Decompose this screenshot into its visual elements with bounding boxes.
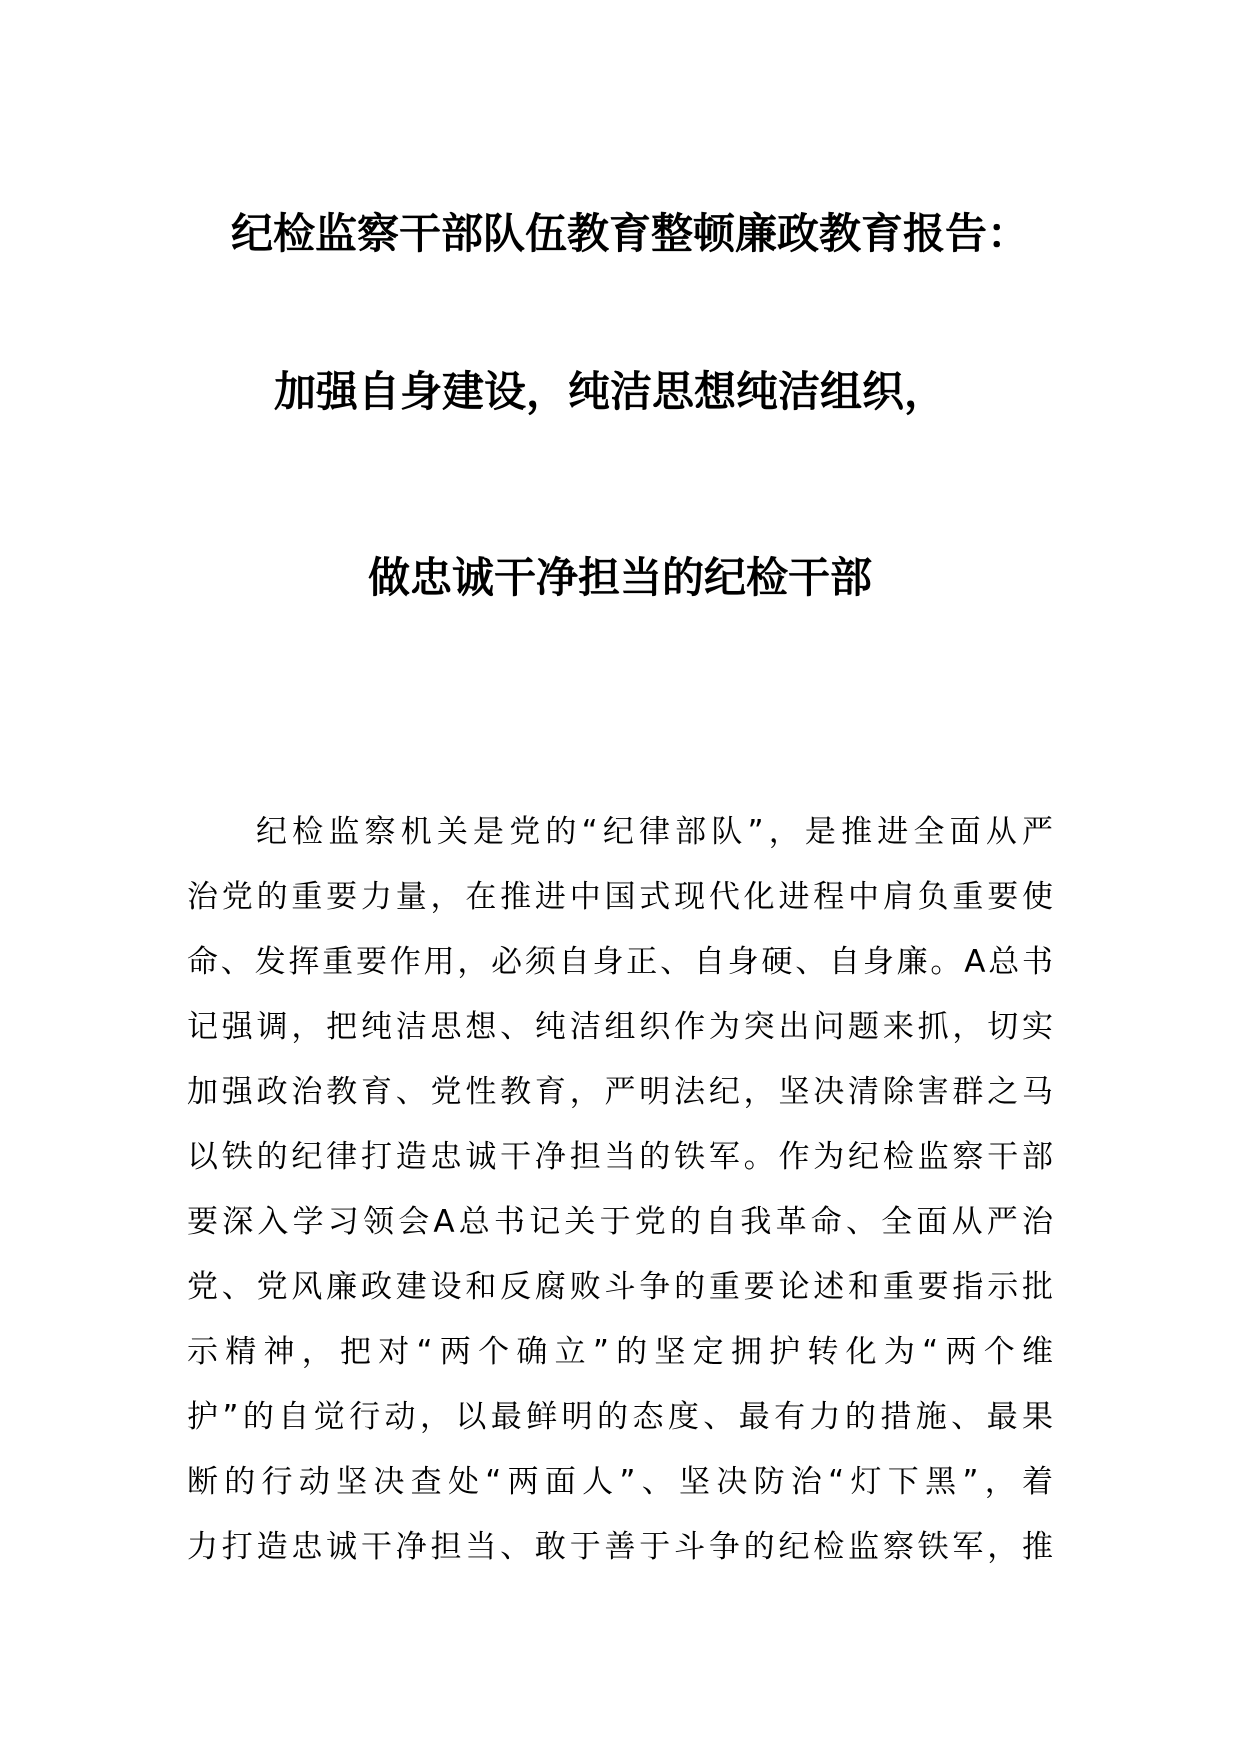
document-title-line-2: 加强自身建设，纯洁思想纯洁组织， [273, 367, 946, 416]
document-title-line-1: 纪检监察干部队伍教育整顿廉政教育报告： [230, 209, 1029, 258]
body-line: 护”的自觉行动，以最鲜明的态度、最有力的措施、最果 [187, 1399, 1053, 1435]
body-line: 党、党风廉政建设和反腐败斗争的重要论述和重要指示批 [187, 1269, 1053, 1305]
body-line: 要深入学习领会A总书记关于党的自我革命、全面从严治 [187, 1204, 1053, 1240]
body-line: 治党的重要力量，在推进中国式现代化进程中肩负重要使 [187, 879, 1053, 915]
document-title-line-3: 做忠诚干净担当的纪检干部 [367, 553, 872, 602]
body-line: 加强政治教育、党性教育，严明法纪，坚决清除害群之马 [187, 1074, 1053, 1110]
body-line: 纪检监察机关是党的“纪律部队”，是推进全面从严 [256, 814, 1053, 850]
body-line: 命、发挥重要作用，必须自身正、自身硬、自身廉。A总书 [187, 944, 1053, 980]
body-line: 力打造忠诚干净担当、敢于善于斗争的纪检监察铁军，推 [187, 1529, 1053, 1565]
body-line: 断的行动坚决查处“两面人”、坚决防治“灯下黑”，着 [187, 1464, 1053, 1500]
body-paragraph [187, 800, 1053, 1580]
body-line: 示精神，把对“两个确立”的坚定拥护转化为“两个维 [187, 1334, 1053, 1370]
body-line: 记强调，把纯洁思想、纯洁组织作为突出问题来抓，切实 [187, 1009, 1053, 1045]
body-line: 以铁的纪律打造忠诚干净担当的铁军。作为纪检监察干部 [187, 1139, 1053, 1175]
